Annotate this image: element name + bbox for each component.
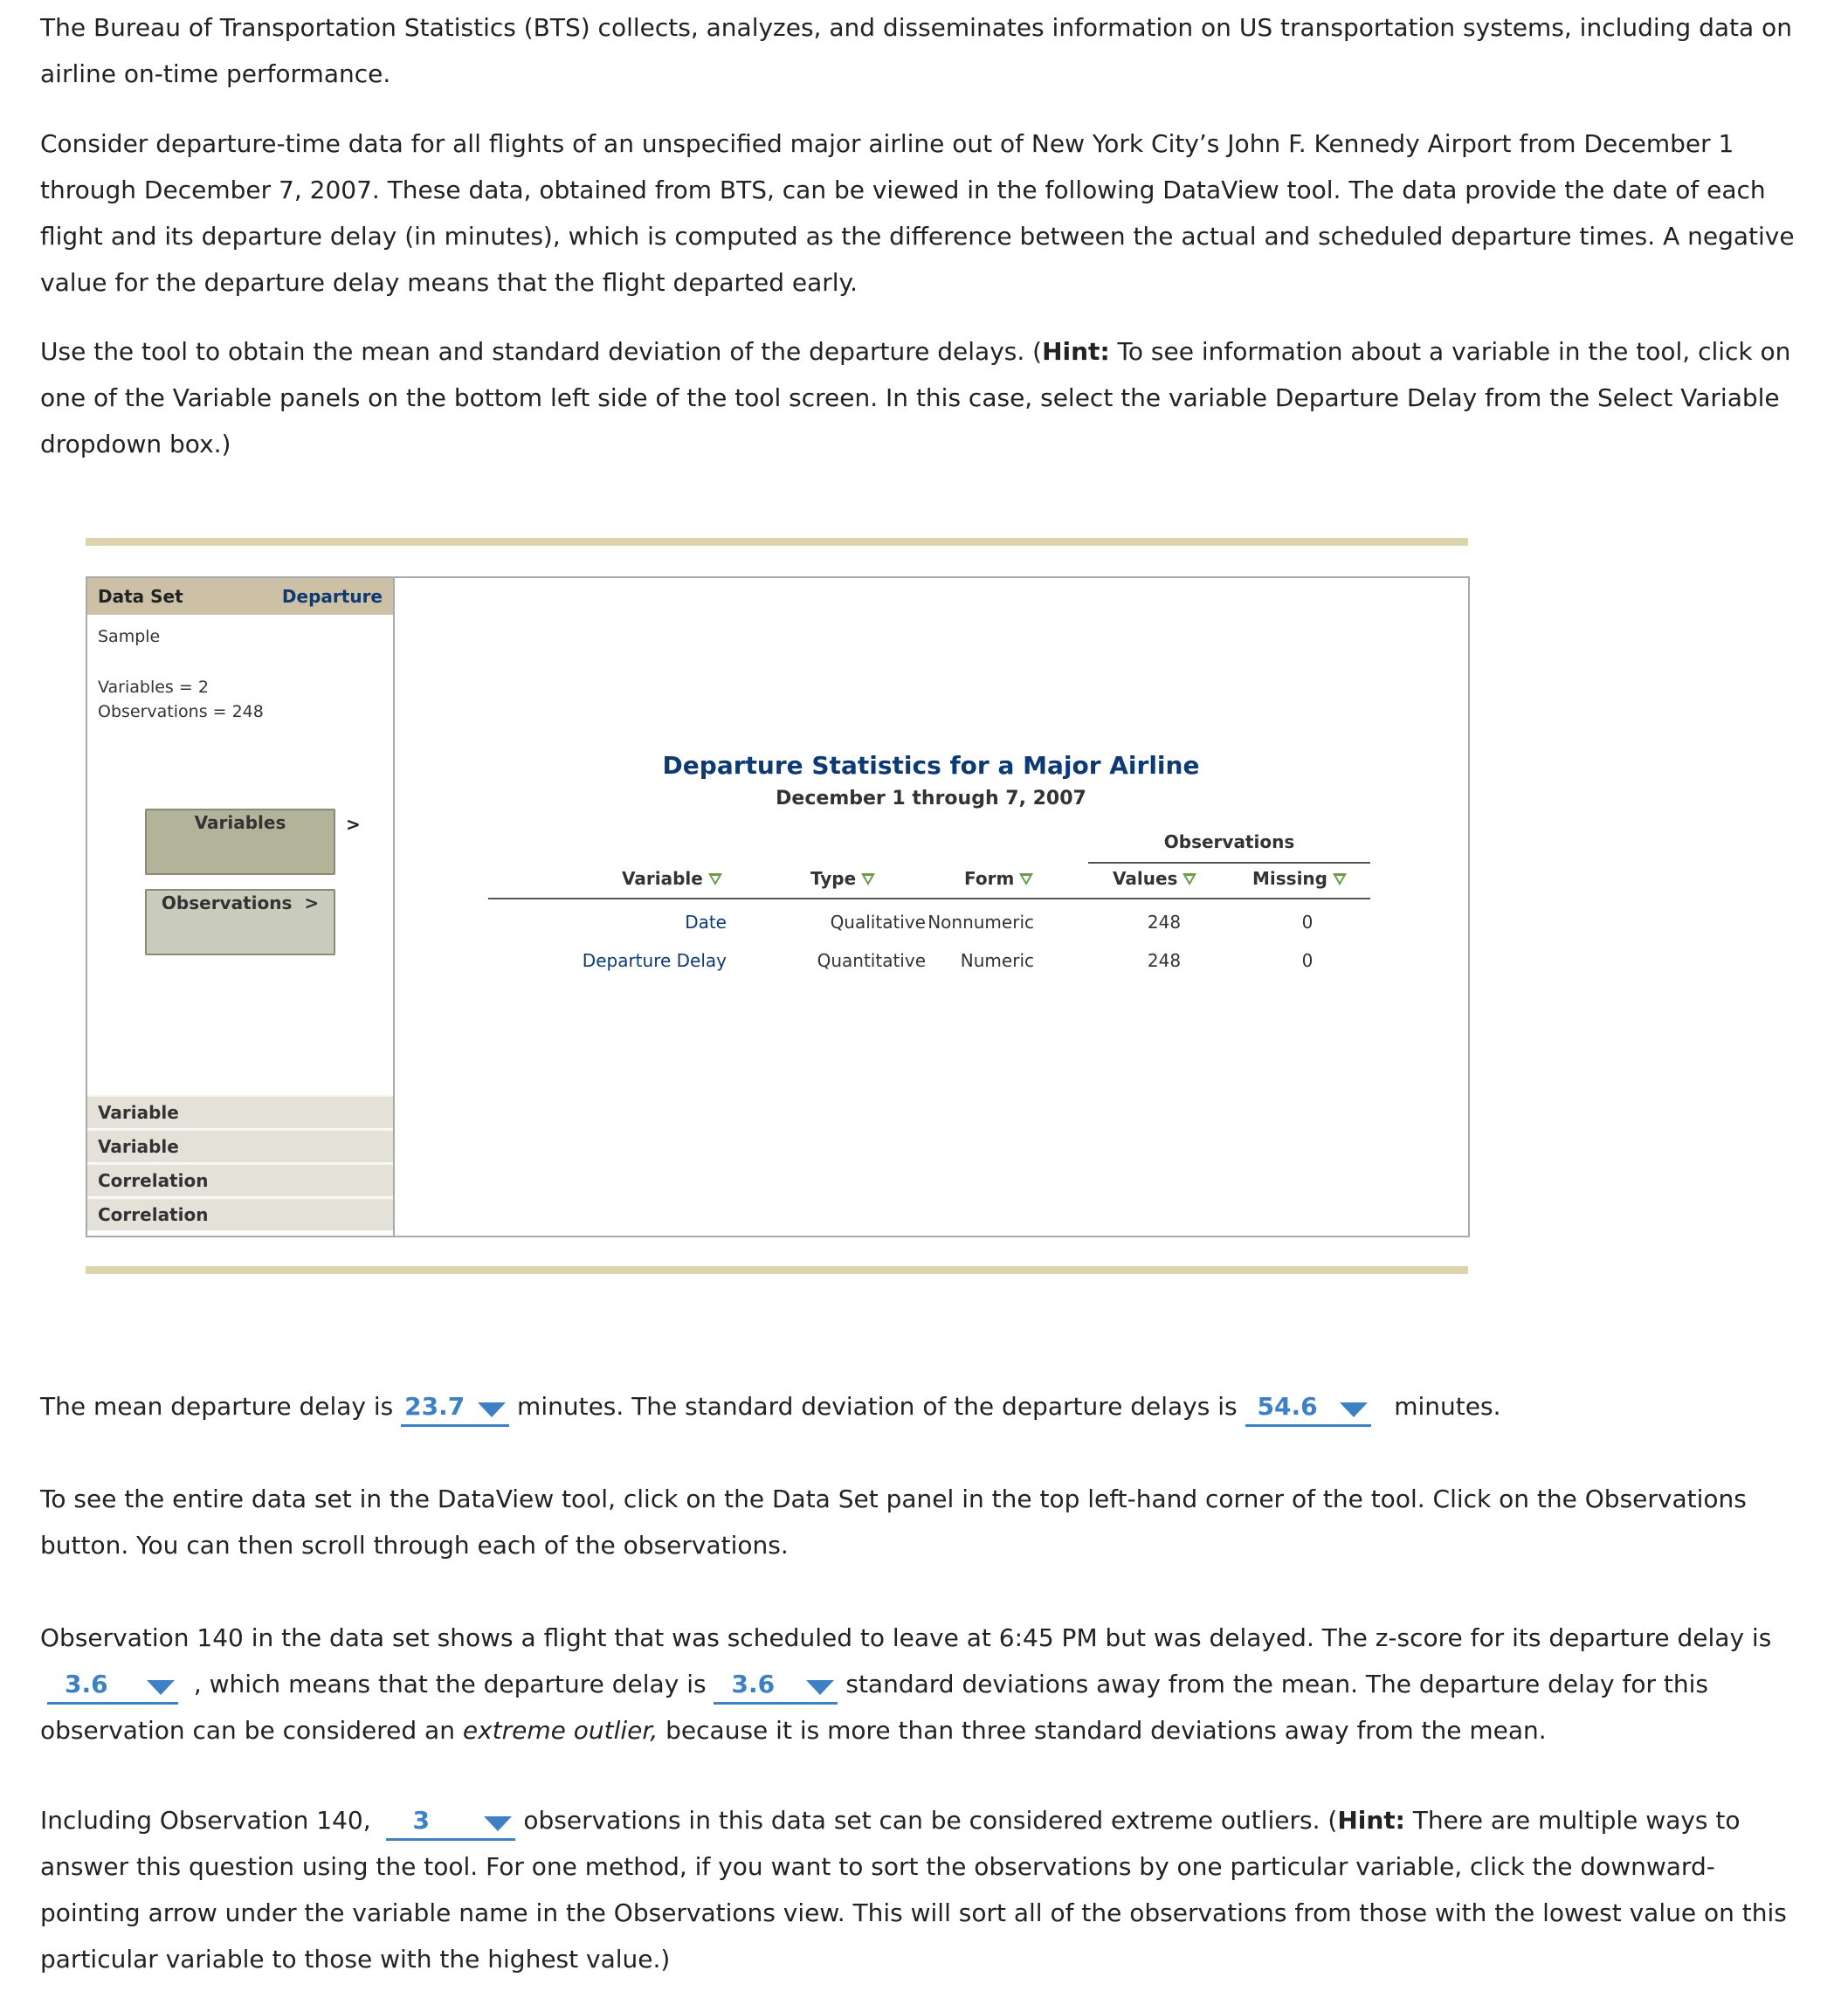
dataset-name: Departure (281, 586, 383, 607)
tool-top-bar (86, 538, 1468, 546)
hint-label: Hint: (1337, 1806, 1405, 1835)
column-header-values: Values (1113, 868, 1196, 889)
variables-count: Variables = 2 (98, 678, 209, 697)
variable-tab-2[interactable]: Variable (87, 1129, 393, 1162)
dropdown-caret-icon (1340, 1402, 1368, 1417)
dataset-panel-header[interactable] (87, 578, 393, 615)
sort-type-icon[interactable] (861, 873, 875, 885)
hint-label: Hint: (1042, 337, 1110, 366)
column-header-missing: Missing (1252, 868, 1347, 889)
row-departure-delay-type: Quantitative (817, 950, 926, 971)
row-date-values: 248 (1147, 912, 1182, 933)
correlation-tab-1[interactable]: Correlation (87, 1163, 393, 1196)
z-score-answer-dropdown[interactable]: 3.6 (47, 1667, 178, 1705)
sd-answer-dropdown[interactable]: 54.6 (1245, 1389, 1371, 1427)
observations-count: Observations = 248 (98, 702, 264, 721)
intro-paragraph-2: Consider departure-time data for all flights of an unspecified major airline out of New York City’s John F. Kennedy Airport from December 1 through December 7, 2007. These data, obtained from BTS, can be viewed in the following DataView tool. The data provide the date of each flight and its departure delay (in minutes), which is computed as the difference between the actual and scheduled departure times. A negative value for the departure delay means that the flight departed early. (40, 129, 1795, 297)
tool-left-panel (87, 578, 395, 1236)
dropdown-caret-icon (806, 1680, 834, 1695)
variable-tab-1[interactable]: Variable (87, 1095, 393, 1128)
dropdown-caret-icon (484, 1816, 512, 1831)
variables-button-label: Variables (194, 812, 286, 833)
sample-label: Sample (98, 627, 161, 646)
dataview-tool (86, 576, 1470, 1237)
observations-group-header: Observations (1163, 831, 1295, 852)
extreme-outlier-term: extreme outlier, (462, 1716, 659, 1745)
row-departure-delay-values: 248 (1147, 950, 1182, 971)
outlier-count-answer-dropdown[interactable]: 3 (386, 1803, 515, 1841)
row-date-form: Nonnumeric (927, 912, 1034, 933)
dropdown-caret-icon (478, 1402, 506, 1417)
sd-away-answer-dropdown[interactable]: 3.6 (714, 1667, 838, 1705)
observations-button-label: Observations > (161, 892, 320, 913)
row-date-missing: 0 (1301, 912, 1314, 933)
sort-missing-icon[interactable] (1333, 873, 1347, 885)
observations-group-rule (1088, 862, 1370, 864)
intro-paragraph-1: The Bureau of Transportation Statistics (BTS) collects, analyzes, and disseminates information on US transportation systems, including data on airline on-time performance. (40, 13, 1792, 88)
intro-paragraph-3: Use the tool to obtain the mean and standard deviation of the departure delays. (Hint: To see information about a variable in the tool, click on one of the Variable panels on the bottom left side of the tool screen. In this case, select the variable Departure Delay from the Select Variable dropdown box.) (40, 337, 1791, 458)
observations-instructions: To see the entire data set in the DataView tool, click on the Data Set panel in the top left-hand corner of the tool. Click on the Observations button. You can then scroll through each of the observations. (40, 1485, 1747, 1560)
observations-button[interactable] (145, 889, 335, 955)
mean-answer-dropdown[interactable]: 23.7 (401, 1389, 509, 1427)
tool-title: Departure Statistics for a Major Airline (662, 751, 1200, 780)
dataset-label: Data Set (98, 586, 183, 607)
row-departure-delay-form: Numeric (960, 950, 1034, 971)
column-header-form: Form (964, 868, 1033, 889)
sort-variable-icon[interactable] (708, 873, 722, 885)
observations-arrow-icon: > (304, 892, 320, 913)
question-mean-sd: The mean departure delay is 23.7 minutes. The standard deviation of the departure delays is 54.6 minutes. (40, 1383, 1813, 1430)
correlation-tab-2[interactable]: Correlation (87, 1197, 393, 1230)
row-departure-delay-variable[interactable]: Departure Delay (582, 950, 727, 971)
table-header-rule (488, 898, 1370, 899)
tool-bottom-bar (86, 1266, 1468, 1274)
question-z-score: Observation 140 in the data set shows a flight that was scheduled to leave at 6:45 PM but was delayed. The z-score for its departure delay is 3.6 , which means that the departure delay is 3.6 standard deviations away from the mean. The departure delay for this observation can be considered an extreme outlier, because it is more than three standard deviations away from the mean. (40, 1623, 1772, 1745)
row-departure-delay-missing: 0 (1301, 950, 1314, 971)
question-outlier-count: Including Observation 140, 3 observations in this data set can be considered extreme outliers. (Hint: There are multiple ways to answer this question using the tool. For one method, if you want to sort the observations by one particular variable, click the downward-pointing arrow under the variable name in the Observations view. This will sort all of the observations from those with the lowest value on this particular variable to those with the highest value.) (40, 1797, 1813, 1982)
column-header-type: Type (810, 868, 875, 889)
row-date-type: Qualitative (830, 912, 926, 933)
tool-subtitle: December 1 through 7, 2007 (776, 788, 1086, 809)
sort-form-icon[interactable] (1019, 873, 1033, 885)
row-date-variable[interactable]: Date (685, 912, 727, 933)
column-header-variable: Variable (622, 868, 722, 889)
variables-button[interactable] (145, 809, 335, 875)
variables-arrow-icon: > (346, 814, 361, 835)
dropdown-caret-icon (147, 1680, 175, 1695)
sort-values-icon[interactable] (1183, 873, 1196, 885)
